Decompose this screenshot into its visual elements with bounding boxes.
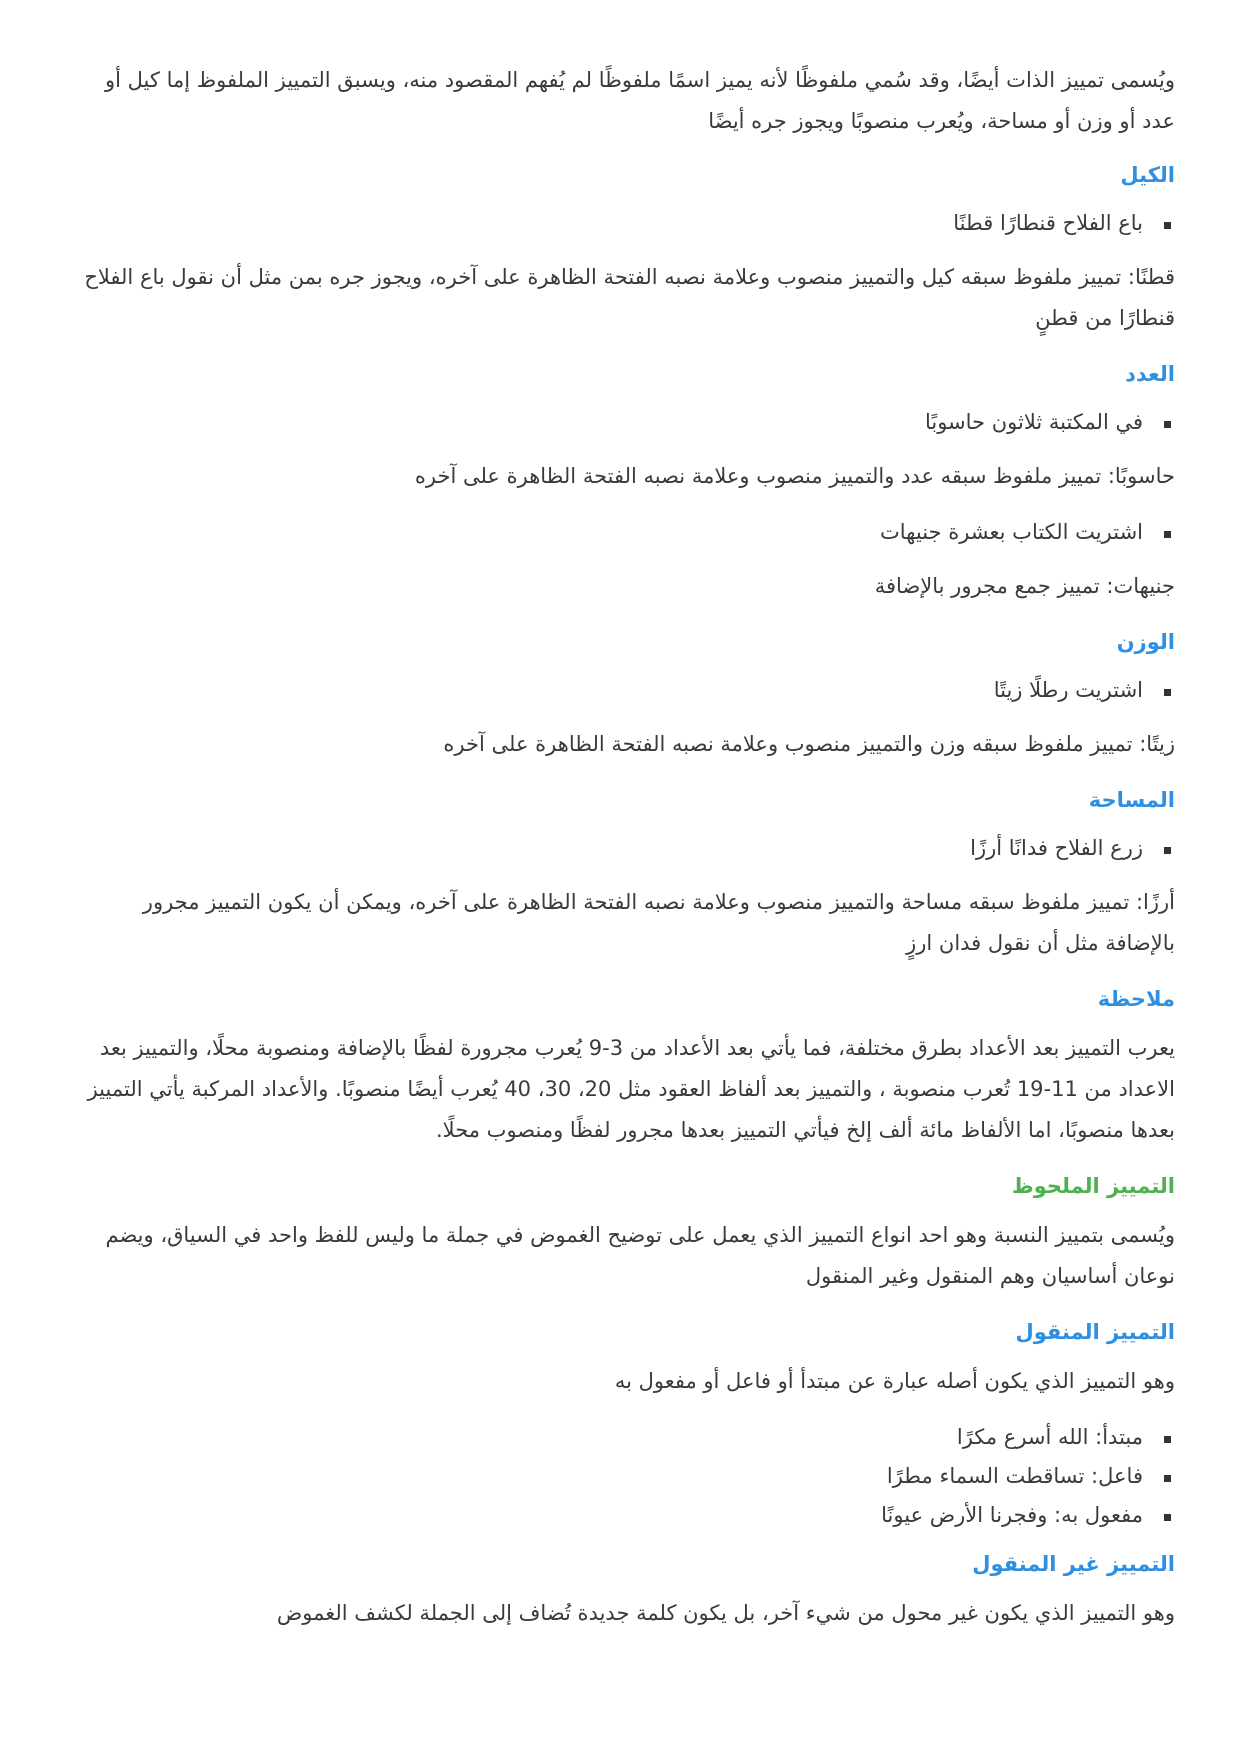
kail-explanation: قطنًا: تمييز ملفوظ سبقه كيل والتمييز منصوب وعلامة نصبه الفتحة الظاهرة على آخره، ويجوز جره بمن مثل أن نقول باع الفلاح قنطارًا من قطنٍ <box>84 265 1175 330</box>
malhouz-paragraph: ويُسمى بتمييز النسبة وهو احد انواع التمييز الذي يعمل على توضيح الغموض في جملة ما وليس للفظ واحد في السياق، ويضم نوعان أساسيان وهم المنقول وغير المنقول <box>105 1223 1175 1288</box>
heading-masaha: المساحة <box>1088 788 1175 812</box>
heading-adad: العدد <box>1125 362 1175 386</box>
manqoul-paragraph: وهو التمييز الذي يكون أصله عبارة عن مبتدأ أو فاعل أو مفعول به <box>614 1369 1175 1393</box>
heading-kail: الكيل <box>1120 163 1175 187</box>
list-item: اشتريت رطلًا زيتًا <box>82 671 1143 710</box>
list-item: اشتريت الكتاب بعشرة جنيهات <box>82 513 1143 552</box>
manqoul-example-list <box>82 1418 1175 1535</box>
list-item: فاعل: تساقطت السماء مطرًا <box>82 1457 1143 1496</box>
heading-wazn: الوزن <box>1116 630 1175 654</box>
heading-ghair-manqoul: التمييز غير المنقول <box>972 1552 1175 1576</box>
ghair-manqoul-paragraph: وهو التمييز الذي يكون غير محول من شيء آخر، بل يكون كلمة جديدة تُضاف إلى الجملة لكشف الغموض <box>276 1601 1175 1625</box>
adad-explanation-1: حاسوبًا: تمييز ملفوظ سبقه عدد والتمييز منصوب وعلامة نصبه الفتحة الظاهرة على آخره <box>414 464 1175 488</box>
note-paragraph: يعرب التمييز بعد الأعداد بطرق مختلفة، فما يأتي بعد الأعداد من 3-9 يُعرب مجرورة لفظًا بالإضافة ومنصوبة محلًا، والتمييز بعد الاعداد من 11-19 تُعرب منصوبة ، والتمييز بعد ألفاظ العقود مثل 20، 30، 40 يُعرب أيضًا منصوبًا. والأعداد المركبة يأتي التمييز بعدها منصوبًا، اما الألفاظ مائة ألف إلخ فيأتي التمييز بعدها مجرور لفظًا ومنصوب محلًا. <box>87 1036 1175 1142</box>
masaha-example-list <box>82 829 1175 868</box>
adad-example-list-1 <box>82 403 1175 442</box>
intro-paragraph: ويُسمى تمييز الذات أيضًا، وقد سُمي ملفوظًا لأنه يميز اسمًا ملفوظًا لم يُفهم المقصود منه، ويسبق التمييز الملفوظ إما كيل أو عدد أو وزن أو مساحة، ويُعرب منصوبًا ويجوز جره أيضًا <box>105 68 1175 133</box>
wazn-explanation: زيتًا: تمييز ملفوظ سبقه وزن والتمييز منصوب وعلامة نصبه الفتحة الظاهرة على آخره <box>443 732 1175 756</box>
wazn-example-list <box>82 671 1175 710</box>
list-item: مبتدأ: الله أسرع مكرًا <box>82 1418 1143 1457</box>
heading-note: ملاحظة <box>1097 987 1175 1011</box>
list-item: مفعول به: وفجرنا الأرض عيونًا <box>82 1496 1143 1535</box>
heading-manqoul: التمييز المنقول <box>1015 1320 1175 1344</box>
adad-explanation-2: جنيهات: تمييز جمع مجرور بالإضافة <box>874 574 1175 598</box>
heading-malhouz: التمييز الملحوظ <box>1011 1174 1175 1198</box>
list-item: زرع الفلاح فدانًا أرزًا <box>82 829 1143 868</box>
masaha-explanation: أرزًا: تمييز ملفوظ سبقه مساحة والتمييز منصوب وعلامة نصبه الفتحة الظاهرة على آخره، ويمكن أن يكون التمييز مجرور بالإضافة مثل أن نقول فدان ارزٍ <box>142 890 1175 955</box>
kail-example-list <box>82 204 1175 243</box>
list-item: في المكتبة ثلاثون حاسوبًا <box>82 403 1143 442</box>
adad-example-list-2 <box>82 513 1175 552</box>
list-item: باع الفلاح قنطارًا قطنًا <box>82 204 1143 243</box>
